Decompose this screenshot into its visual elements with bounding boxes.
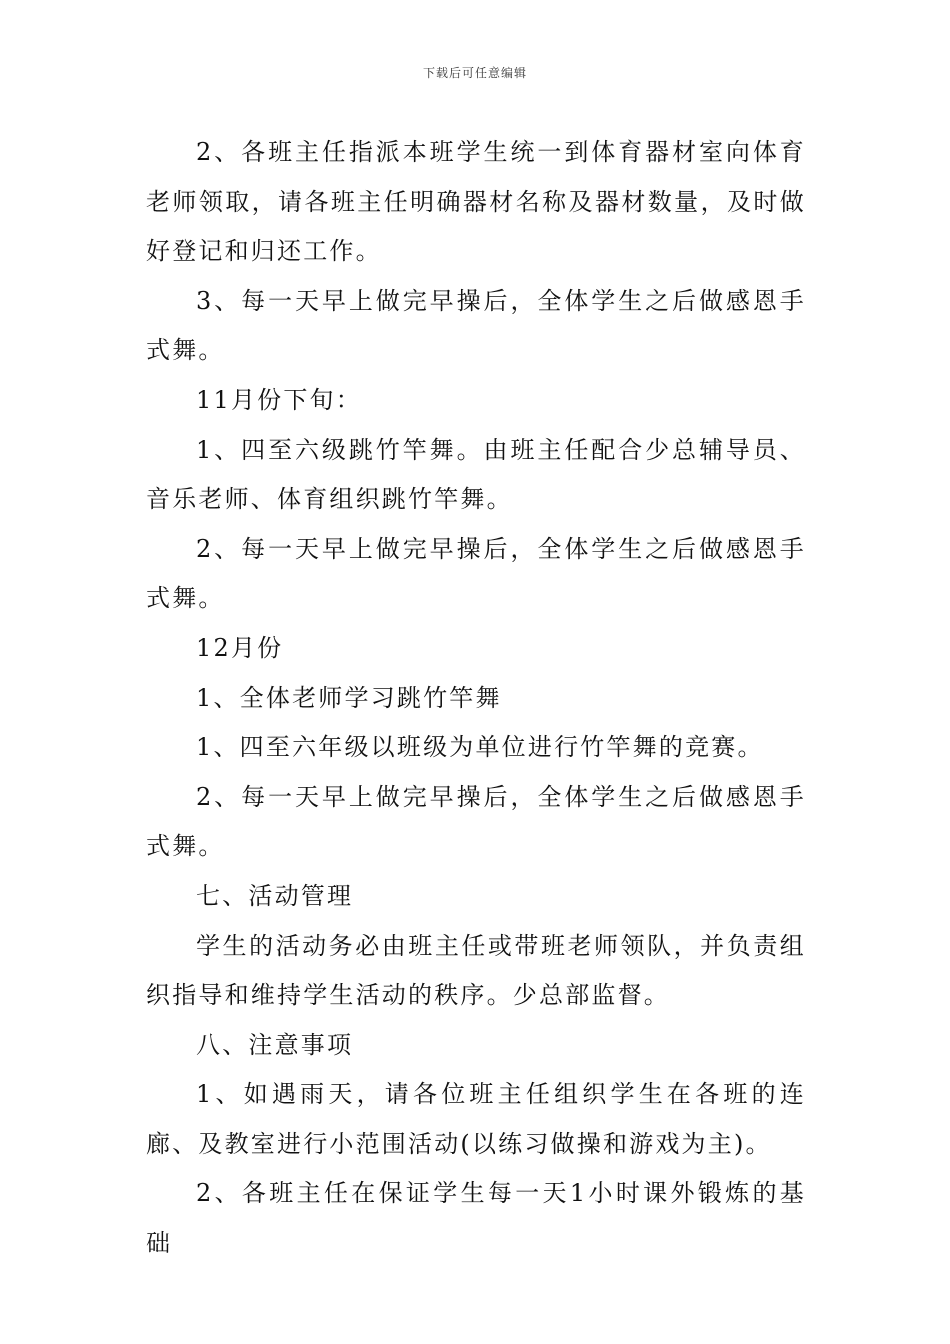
section-heading: 七、活动管理: [196, 881, 354, 910]
paragraph: 2、每一天早上做完早操后，全体学生之后做感恩手式舞。: [146, 782, 806, 861]
paragraph: 2、每一天早上做完早操后，全体学生之后做感恩手式舞。: [146, 534, 806, 613]
section-heading: 12月份: [196, 633, 284, 662]
paragraph: 2、各班主任指派本班学生统一到体育器材室向体育老师领取，请各班主任明确器材名称及器材数量，及时做好登记和归还工作。: [146, 138, 806, 266]
paragraph: 1、四至六年级以班级为单位进行竹竿舞的竞赛。: [196, 733, 764, 762]
paragraph: 1、四至六级跳竹竿舞。由班主任配合少总辅导员、音乐老师、体育组织跳竹竿舞。: [146, 435, 806, 514]
paragraph: 1、全体老师学习跳竹竿舞: [196, 683, 502, 712]
section-heading: 11月份下旬：: [196, 385, 362, 414]
paragraph: 学生的活动务必由班主任或带班老师领队，并负责组织指导和维持学生活动的秩序。少总部监督。: [146, 931, 806, 1010]
header-note: 下载后可任意编辑: [422, 66, 527, 80]
paragraph: 2、各班主任在保证学生每一天1小时课外锻炼的基础: [146, 1179, 806, 1258]
paragraph: 3、每一天早上做完早操后，全体学生之后做感恩手式舞。: [146, 286, 806, 365]
paragraph: 1、如遇雨天，请各位班主任组织学生在各班的连廊、及教室进行小范围活动(以练习做操和游戏为主)。: [146, 1080, 806, 1158]
document-body: [146, 128, 806, 1269]
section-heading: 八、注意事项: [196, 1030, 354, 1059]
